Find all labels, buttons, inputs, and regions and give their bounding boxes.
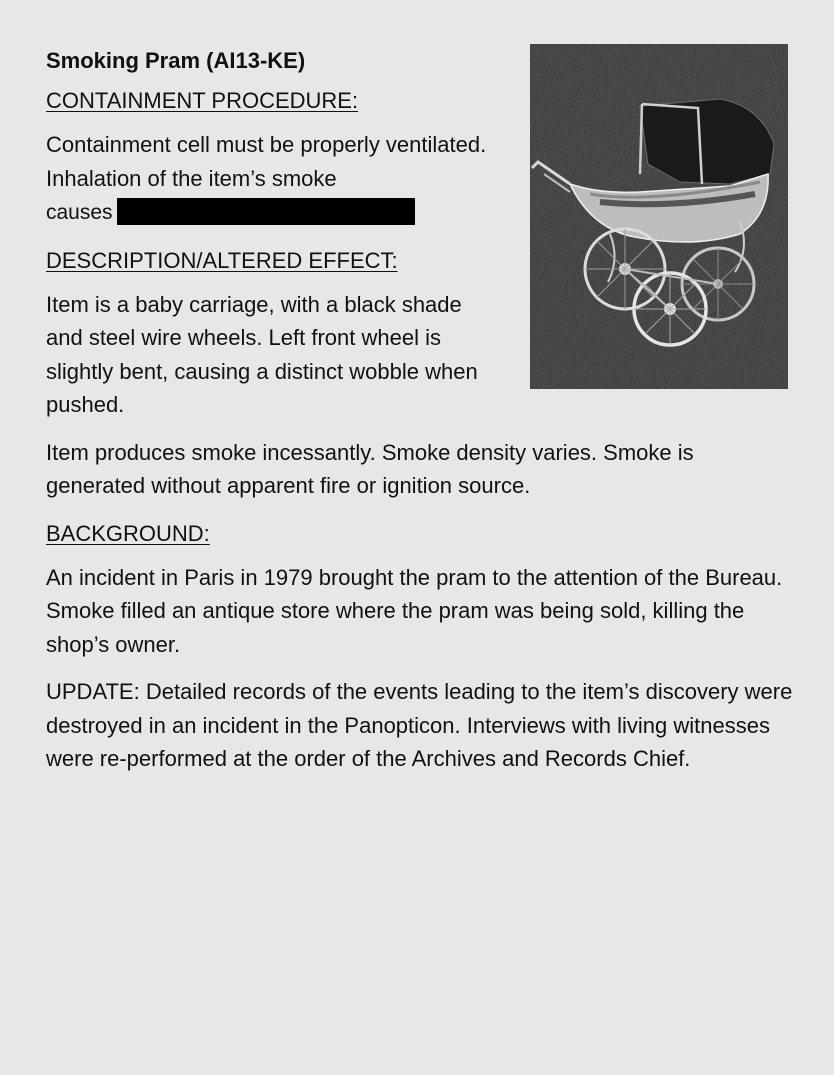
background-heading: BACKGROUND: bbox=[46, 520, 210, 546]
containment-paragraph bbox=[46, 128, 501, 230]
document-title: Smoking Pram (AI13-KE) bbox=[46, 48, 306, 73]
containment-text-end: causes bbox=[46, 201, 113, 224]
containment-heading: CONTAINMENT PROCEDURE: bbox=[46, 88, 359, 113]
background-paragraph-1: An incident in Paris in 1979 brought the pram to the attention of the Bureau. Smoke filled an antique store where the pram was being sold, killing the shop’s owner. bbox=[46, 564, 783, 657]
background-paragraph-2: UPDATE: Detailed records of the events leading to the item’s discovery were destroyed in an incident in the Panopticon. Interviews with living witnesses were re-performed at the order of the Archives and Records Chief. bbox=[46, 679, 793, 771]
document-page bbox=[46, 44, 796, 790]
description-heading: DESCRIPTION/ALTERED EFFECT: bbox=[46, 247, 398, 273]
containment-text: Containment cell must be properly ventilated. Inhalation of the item’s smoke bbox=[46, 132, 487, 191]
redaction-bar bbox=[117, 198, 415, 225]
pram-photo bbox=[530, 44, 788, 389]
description-paragraph-2: Item produces smoke incessantly. Smoke density varies. Smoke is generated without apparent fire or ignition source. bbox=[46, 439, 694, 498]
pram-image bbox=[530, 44, 788, 389]
description-paragraph-1: Item is a baby carriage, with a black shade and steel wire wheels. Left front wheel is slightly bent, causing a distinct wobble when pushed. bbox=[46, 291, 478, 417]
